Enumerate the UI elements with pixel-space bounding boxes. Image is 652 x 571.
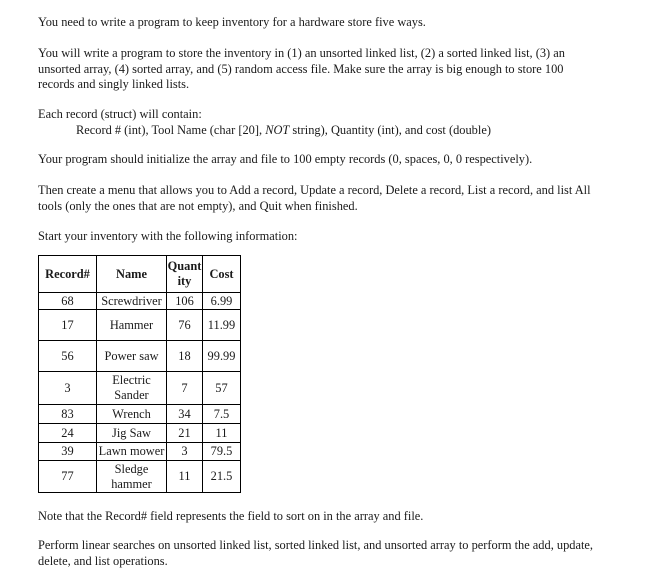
cell-name: Screwdriver [97,293,167,310]
cell-quantity: 11 [167,461,203,493]
cell-quantity: 3 [167,443,203,461]
header-cost: Cost [203,256,241,293]
storage-text-line-3: records and singly linked lists. [38,77,190,91]
cell-quantity: 18 [167,341,203,372]
start-paragraph [38,229,628,245]
intro-paragraph [38,15,628,31]
cell-quantity: 21 [167,424,203,443]
init-text: Your program should initialize the array and file to 100 empty records (0, spaces, 0, 0 respectively). [38,152,533,166]
cell-record: 56 [39,341,97,372]
cell-record: 24 [39,424,97,443]
cell-quantity: 76 [167,310,203,341]
init-paragraph [38,152,628,168]
cell-cost: 11 [203,424,241,443]
search-text-line-2: delete, and list operations. [38,553,168,568]
cell-record: 3 [39,372,97,405]
table-row [39,372,241,405]
cell-cost: 7.5 [203,405,241,424]
record-fields-part-b: string), Quantity (int), and cost (double) [289,122,491,137]
cell-name: Lawn mower [97,443,167,461]
search-paragraph [38,538,628,569]
header-name: Name [97,256,167,293]
record-paragraph [38,107,628,138]
storage-text-line-1: You will write a program to store the inventory in (1) an unsorted linked list, (2) a sorted linked list, (3) an [38,46,565,60]
cell-name: Wrench [97,405,167,424]
cell-record: 17 [39,310,97,341]
cell-quantity: 106 [167,293,203,310]
cell-name: Sledge hammer [97,461,167,493]
menu-paragraph [38,183,628,214]
menu-text-line-2: tools (only the ones that are not empty), and Quit when finished. [38,198,358,213]
start-text: Start your inventory with the following information: [38,229,298,243]
cell-name: Jig Saw [97,424,167,443]
header-record: Record# [39,256,97,293]
menu-text-line-1: Then create a menu that allows you to Add a record, Update a record, Delete a record, List a record, and list All [38,183,591,197]
cell-name: Hammer [97,310,167,341]
table-header-row [39,256,241,293]
table-row [39,405,241,424]
cell-cost: 6.99 [203,293,241,310]
intro-text: You need to write a program to keep inventory for a hardware store five ways. [38,15,426,29]
note-paragraph [38,509,628,525]
cell-cost: 57 [203,372,241,405]
cell-quantity: 34 [167,405,203,424]
record-fields-not-emphasis: NOT [265,122,290,137]
table-row [39,461,241,493]
record-intro-text: Each record (struct) will contain: [38,107,202,121]
header-quantity: Quantity [167,256,203,293]
cell-cost: 21.5 [203,461,241,493]
table-row [39,341,241,372]
cell-record: 83 [39,405,97,424]
storage-text-line-2: unsorted array, (4) sorted array, and (5) random access file. Make sure the array is big enough to store 100 [38,61,564,76]
cell-record: 68 [39,293,97,310]
table-row [39,310,241,341]
cell-quantity: 7 [167,372,203,405]
cell-name: Electric Sander [97,372,167,405]
table-row [39,424,241,443]
cell-cost: 99.99 [203,341,241,372]
table-row [39,443,241,461]
search-text-line-1: Perform linear searches on unsorted linked list, sorted linked list, and unsorted array to perform the add, update, [38,538,594,552]
note-text: Note that the Record# field represents the field to sort on in the array and file. [38,509,424,523]
record-fields-text [38,123,628,139]
record-fields-part-a: Record # (int), Tool Name (char [20], [76,122,266,137]
cell-name: Power saw [97,341,167,372]
table-row [39,293,241,310]
inventory-table [38,255,241,493]
cell-cost: 11.99 [203,310,241,341]
cell-cost: 79.5 [203,443,241,461]
storage-paragraph [38,46,628,93]
cell-record: 39 [39,443,97,461]
cell-record: 77 [39,461,97,493]
